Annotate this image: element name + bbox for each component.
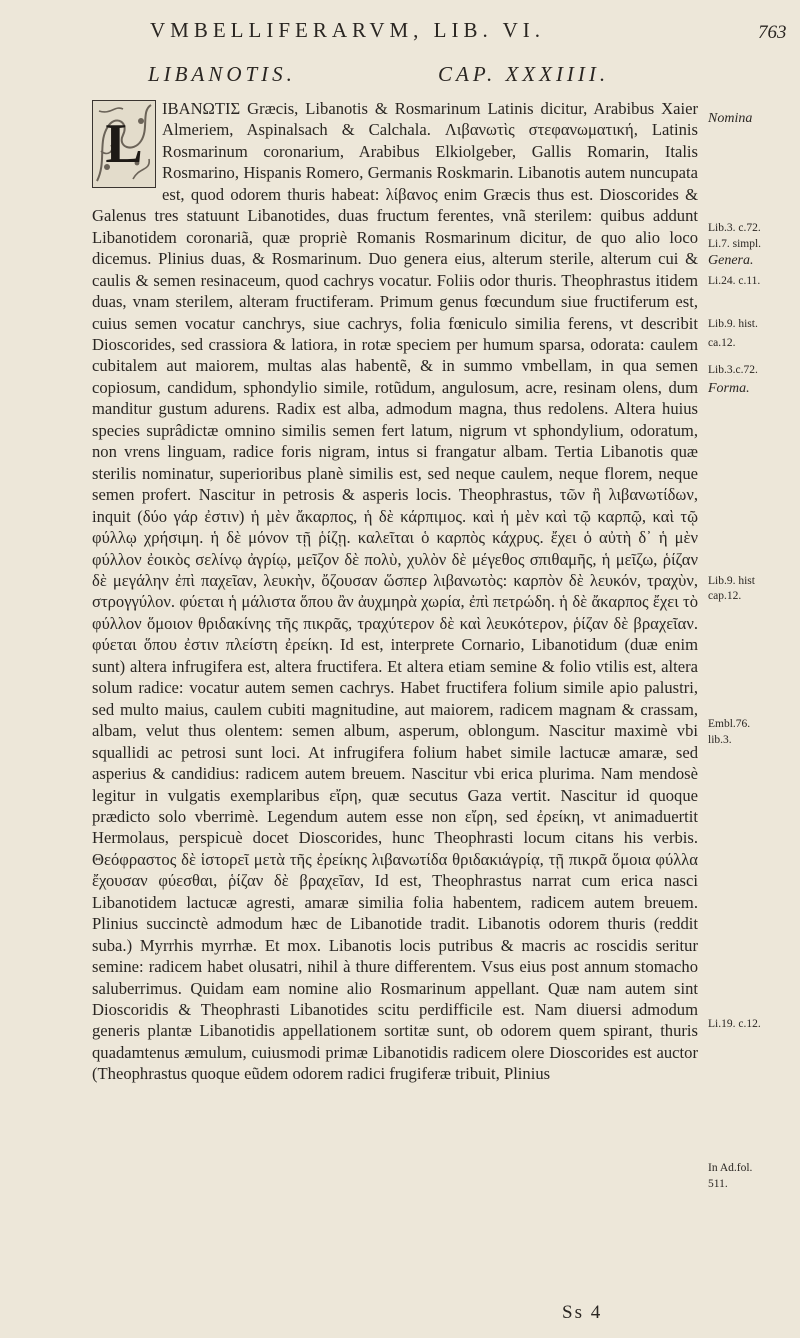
margin-note-nomina: Nomina — [708, 111, 753, 126]
margin-note-reference: cap.12. — [708, 590, 742, 602]
margin-note-reference: lib.3. — [708, 734, 732, 746]
margin-note-reference: Lib.9. hist. — [708, 318, 758, 330]
body-paragraph: IBANΩΤΙΣ Græcis, Libanotis & Rosmarinum Latinis dicitur, Arabibus Xaier Almeriem, Aspinalsach & Calchala. Λιβανωτὶς στεφανωματική, Latinis Rosmarinum coronarium, Arabibus Elkiolgeber, Gallis Romarin, Italis Rosmarino, Hispanis Romero, Germanis Roskmarin. Libanotis autem nuncupata est, quod odorem thuris habeat: λίβανος enim Græcis thus est. Dioscorides & Galenus tres statuunt Libanotides, duas fructum ferentes, vnã sterilem: quibus addunt Libanotidem coronariã, quæ propriè Romanis Rosmarinum dicitur, de quo alio loco dicemus. Plinius duas, & Rosmarinum. Duo genera eius, alterum sterile, alterum cui & caulis & semen resinaceum, quod cachrys vocatur. Foliis odor thuris. Theophrastus itidem duas, vnam sterilem, alteram fructiferam. Primum genus fœcundum siue fructiferum est, cuius semen vocatur canchrys, siue cachrys, folia fœniculo similia ferens, vt describit Dioscorides, sed crassiora & latiora, in rotæ speciem per humum sparsa, odorata: caulem cubitalem aut maiorem, multas alas habentẽ, & in summo vmbellam, in qua semen copiosum, candidum, sphondylio simile, rotũdum, angulosum, acre, resinam olens, dum manditur gustum adurens. Radix est alba, admodum magna, thus redolens. Altera huius species suprâdictæ omnino similis semen fert latum, nigrum vt sphondylium, odoratum, non vrens linguam, radice foris nigram, intus si frangatur albam. Tertia Libanotis quæ sterilis nominatur, superioribus planè similis est, sed neque caulem, neque florem, neque semen profert. Nascitur in petrosis & asperis locis. Theophrastus, τῶν ἢ λιβανωτίδων, inquit (δύο γάρ ἐστιν) ἡ μὲν ἄκαρπος, ἡ δὲ κάρπιμος. καὶ ἡ μὲν καὶ τῷ καρπῷ, καὶ τῷ φύλλῳ χρήσιμη. ἡ δὲ μόνον τῇ ῥίζῃ. καλεῖται ὁ καρπὸς κάχρυς. ἔχει ὁ αὐτὴ δ᾽ ἡ μὲν φύλλον ἐοικὸς σελίνῳ ἀγρίῳ, μεῖζον δὲ πολὺ, χυλὸν δὲ μέγεθος σπιθαμῆς, ἡ μεῖζω, ῥίζαν δὲ μεγάλην ἐπὶ παχεῖαν, λευκὴν, ὄζουσαν ὥσπερ λιβανωτὸς: καρπὸν δὲ λευκόν, τραχὺν, στρογγύλον. φύεται ἡ μάλιστα ὅπου ἂν ἀυχμηρὰ χωρία, ἐπὶ πετρώδη. ἡ δὲ ἄκαρπος ἔχει τὸ φύλλον ὅμοιον θριδακίνης τῆς πικρᾶς, τραχύτερον δὲ καὶ λευκότερον, ῥίζαν δὲ βραχεῖαν. φύεται ὅπου ἐστιν πλείστη ἐρείκη. Id est, interprete Cornario, Libanotidum (duæ enim sunt) altera infrugifera est, altera fructifera. Et altera etiam semine & folio vtilis est, altera solum radice: vocatur autem semen cachrys. Habet fructifera folium simile apio palustri, sed multo maius, caulem cubiti magnitudine, aut maiorem, radicem magnam & crassam, albam, velut thus olentem: semen album, asperum, oblongum. Nascitur maximè vbi squallidi ac petrosi sunt loci. At infrugifera folium habet simile lactucæ amaræ, sed asperius & candidius: radicem autem breuem. Nascitur vbi erica plurima. Nam mendosè legitur in vulgatis exemplaribus εἴρη, quæ secutus Gaza vertit. Nascitur id quoque prædicto solo vberrimè. Legendum autem esse non εἴρη, sed ἐρείκη, vt animaduertit Hermolaus, perspicuè docet Dioscorides, hunc Theophrasti locum citans his verbis. Θεόφραστος δὲ ἱστορεῖ μετὰ τῆς ἐρείκης λιβανωτίδα θριδακιάγρίᾳ, τῇ πικρᾶ ὅμοια φύλλα ἔχουσαν φύεσθαι, ῥίζαν δὲ βραχεῖαν, Id est, Theophrastus narrat cum erica nasci Libanotidem lactucæ agresti, amaræ similia folia habentem, radicem autem breuem. Plinius succinctè admodum hæc de Libanotide tradit. Libanotis odorem thuris (reddit suba.) Myrrhis myrrhæ. Et mox. Libanotis locis putribus & macris ac roscidis seritur semine: radicem habet olusatri, nihil à thure differentem. Vsus eius post annum stomacho saluberrimus. Quidam eam nomine alio Rosmarinum appellant. Quæ nam autem sint Dioscoridis & Theophrasti Libanotides scitu perdifficile est. Nam diuersi admodum generis plantæ Libanotidis appellationem sortitæ sunt, ob odorem quem spirant, thuris quadamtenus æmulum, cuiusmodi primæ Libanotidis radicem olere Dioscorides est auctor (Theophrastus quoque eũdem odorem radici frugiferæ tribuit, Plinius — [92, 99, 698, 1084]
margin-note-reference: Lib.3. c.72. — [708, 222, 761, 234]
main-text — [92, 98, 698, 1085]
signature-mark: Ss 4 — [562, 1302, 603, 1323]
margin-note-forma: Forma. — [708, 381, 750, 396]
margin-note-reference: Lib.3.c.72. — [708, 364, 758, 376]
chapter-heading — [148, 62, 748, 87]
chapter-title: LIBANOTIS. — [148, 62, 296, 86]
page-number: 763 — [758, 22, 787, 43]
chapter-number: CAP. XXXIIII. — [438, 62, 610, 86]
margin-note-reference: Li.19. c.12. — [708, 1018, 761, 1030]
margin-note-reference: Li.24. c.11. — [708, 275, 761, 287]
margin-note-reference: Embl.76. — [708, 718, 751, 730]
margin-note-reference: 511. — [708, 1178, 728, 1190]
margin-note-reference: In Ad.fol. — [708, 1162, 753, 1174]
margin-note-reference: ca.12. — [708, 337, 736, 349]
running-head: VMBELLIFERARVM, LIB. VI. — [150, 18, 546, 42]
margin-note-reference: Lib.9. hist — [708, 575, 755, 587]
initial-letter: L — [105, 113, 143, 175]
margin-note-reference: Li.7. simpl. — [708, 238, 762, 250]
initial-space — [92, 100, 156, 186]
margin-note-genera: Genera. — [708, 253, 754, 268]
